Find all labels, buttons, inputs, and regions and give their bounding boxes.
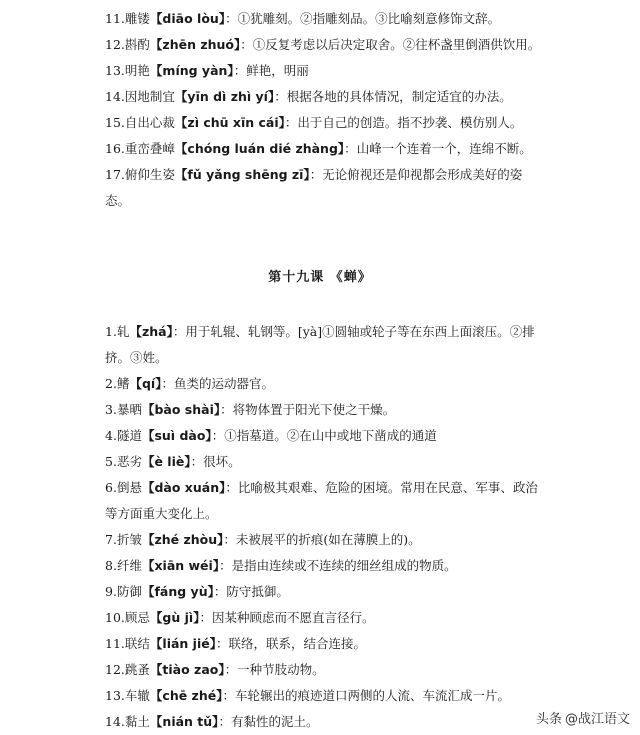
vocab-entry (105, 657, 545, 683)
left-bracket: 【 (141, 532, 155, 547)
entry-pinyin: gù jì (162, 610, 194, 625)
right-bracket: 】 (166, 324, 173, 339)
entry-colon: ： (219, 558, 232, 573)
left-bracket: 【 (174, 115, 188, 130)
right-bracket: 】 (267, 89, 275, 104)
entry-number: 11. (105, 636, 125, 651)
right-bracket: 】 (213, 402, 221, 417)
entry-definition: 因某种顾虑而不愿直言径行。 (211, 610, 375, 625)
entry-colon: ： (240, 37, 253, 52)
entry-pinyin: suì dào (154, 428, 206, 443)
entry-definition: 车轮辗出的痕迹道口两侧的人流、车流汇成一片。 (235, 688, 511, 703)
right-bracket: 】 (278, 115, 285, 130)
vocab-entry (105, 423, 545, 449)
entry-colon: ： (211, 428, 225, 443)
right-bracket: 】 (155, 376, 162, 391)
entry-word: 联结 (124, 636, 150, 651)
right-bracket: 】 (209, 636, 216, 651)
entry-word: 明艳 (124, 63, 150, 78)
entry-pinyin: tiào zao (162, 662, 219, 677)
vocab-entry (105, 449, 545, 475)
entry-number: 5. (105, 454, 117, 469)
entry-colon: ： (220, 402, 233, 417)
entry-word: 纤维 (116, 558, 142, 573)
entry-pinyin: chóng luán dié zhàng (187, 141, 338, 156)
entry-number: 1. (105, 324, 117, 339)
entry-word: 车辙 (124, 688, 150, 703)
vocab-entry (105, 527, 545, 553)
entry-pinyin: xiān wéi (154, 558, 213, 573)
entry-colon: ： (309, 167, 323, 182)
vocab-entry (105, 32, 545, 58)
vocab-entry (105, 631, 545, 657)
entry-number: 6. (105, 480, 117, 495)
entry-pinyin: yīn dì zhì yí (187, 89, 268, 104)
entry-definition: 未被展平的折痕(如在薄膜上的)。 (235, 532, 421, 547)
right-bracket: 】 (234, 37, 241, 52)
left-bracket: 【 (149, 610, 163, 625)
vocab-entry (105, 683, 545, 709)
left-bracket: 【 (174, 141, 188, 156)
entry-word: 倒悬 (116, 480, 142, 495)
entry-colon: ： (199, 610, 212, 625)
left-bracket: 【 (141, 584, 155, 599)
watermark (536, 708, 630, 727)
vocab-entry (105, 397, 545, 423)
entry-word: 鳍 (116, 376, 130, 391)
entry-word: 重峦叠嶂 (124, 141, 175, 156)
entry-number: 11. (105, 11, 125, 26)
entry-pinyin: diāo lòu (162, 11, 219, 26)
right-bracket: 】 (227, 63, 234, 78)
entry-word: 隧道 (116, 428, 142, 443)
entry-colon: ： (190, 454, 204, 469)
entry-colon: ： (172, 324, 186, 339)
entry-definition: 鲜艳，明丽 (246, 63, 309, 78)
watermark-source: 头条 (535, 712, 562, 727)
left-bracket: 【 (149, 714, 163, 729)
entry-word: 暴晒 (116, 402, 142, 417)
vocab-entry (105, 579, 545, 605)
entry-number: 17. (105, 167, 125, 182)
entry-word: 轧 (116, 324, 130, 339)
left-bracket: 【 (141, 558, 155, 573)
entry-number: 3. (105, 402, 117, 417)
vocab-entry (105, 162, 545, 214)
entry-definition: 出于自己的创造。指不抄袭、模仿别人。 (297, 115, 523, 130)
entry-colon: ： (213, 584, 227, 599)
entry-number: 4. (105, 428, 117, 443)
entry-definition: ①犹雕刻。②指雕刻品。③比喻刻意修饰文辞。 (237, 11, 501, 26)
entry-colon: ： (225, 11, 238, 26)
left-bracket: 【 (149, 11, 163, 26)
entry-pinyin: qí (141, 376, 156, 391)
entry-number: 12. (105, 662, 125, 677)
right-bracket: 】 (303, 167, 310, 182)
entry-colon: ： (223, 532, 236, 547)
left-bracket: 【 (141, 454, 155, 469)
entry-pinyin: zhēn zhuó (162, 37, 234, 52)
entry-pinyin: zì chū xīn cái (187, 115, 279, 130)
entry-pinyin: è liè (154, 454, 185, 469)
left-bracket: 【 (141, 402, 155, 417)
entry-definition: 山峰一个连着一个，连绵不断。 (356, 141, 532, 156)
entry-colon: ： (344, 141, 357, 156)
vocab-list-section-two (105, 319, 545, 735)
right-bracket: 】 (217, 532, 224, 547)
entry-definition: 将物体置于阳光下使之干燥。 (232, 402, 396, 417)
entry-colon: ： (218, 714, 231, 729)
vocab-entry (105, 58, 545, 84)
entry-number: 12. (105, 37, 125, 52)
vocab-entry (105, 371, 545, 397)
entry-pinyin: zhá (141, 324, 167, 339)
vocab-entry (105, 110, 545, 136)
entry-colon: ： (274, 89, 287, 104)
entry-number: 7. (105, 532, 117, 547)
entry-definition: ①反复考虑以后决定取舍。②往杯盏里倒酒供饮用。 (252, 37, 541, 52)
entry-number: 2. (105, 376, 117, 391)
entry-pinyin: fǔ yǎng shēng zī (187, 167, 304, 182)
entry-pinyin: lián jié (162, 636, 210, 651)
entry-pinyin: chē zhé (162, 688, 217, 703)
entry-pinyin: nián tǔ (162, 714, 213, 729)
vocab-list-section-one (105, 6, 545, 214)
entry-pinyin: bào shài (154, 402, 214, 417)
vocab-entry (105, 709, 545, 735)
entry-word: 防御 (116, 584, 142, 599)
right-bracket: 】 (184, 454, 191, 469)
vocab-entry (105, 553, 545, 579)
entry-word: 恶劣 (116, 454, 142, 469)
entry-number: 14. (105, 89, 125, 104)
vocab-entry (105, 475, 545, 527)
entry-number: 13. (105, 688, 125, 703)
left-bracket: 【 (149, 63, 163, 78)
entry-number: 10. (105, 610, 125, 625)
entry-colon: ： (161, 376, 174, 391)
left-bracket: 【 (174, 89, 188, 104)
right-bracket: 】 (207, 584, 214, 599)
vocab-entry (105, 136, 545, 162)
entry-definition: 联络，联系，结合连接。 (228, 636, 367, 651)
entry-colon: ： (224, 662, 238, 677)
entry-word: 自出心裁 (124, 115, 175, 130)
left-bracket: 【 (141, 480, 155, 495)
left-bracket: 【 (149, 662, 163, 677)
entry-colon: ： (216, 636, 229, 651)
left-bracket: 【 (149, 37, 163, 52)
vocab-entry (105, 319, 545, 371)
entry-word: 斟酌 (124, 37, 150, 52)
entry-definition: 无论俯视还是仰视都会形成美好的姿态。 (105, 167, 523, 208)
entry-definition: 一种节肢动物。 (237, 662, 325, 677)
watermark-account: @战江语文 (564, 712, 630, 727)
entry-colon: ： (222, 688, 235, 703)
right-bracket: 】 (193, 610, 200, 625)
right-bracket: 】 (205, 428, 212, 443)
entry-word: 黏土 (124, 714, 150, 729)
entry-definition: 很坏。 (203, 454, 241, 469)
right-bracket: 】 (212, 558, 220, 573)
entry-pinyin: dào xuán (154, 480, 220, 495)
entry-definition: 根据各地的具体情况，制定适宜的办法。 (286, 89, 512, 104)
left-bracket: 【 (129, 324, 142, 339)
entry-word: 顾忌 (124, 610, 150, 625)
left-bracket: 【 (141, 428, 155, 443)
right-bracket: 】 (337, 141, 345, 156)
entry-word: 俯仰生姿 (124, 167, 175, 182)
left-bracket: 【 (129, 376, 142, 391)
left-bracket: 【 (149, 636, 163, 651)
entry-definition: 有黏性的泥土。 (230, 714, 319, 729)
entry-definition: ①指墓道。②在山中或地下凿成的通道 (224, 428, 437, 443)
right-bracket: 】 (218, 11, 226, 26)
entry-number: 8. (105, 558, 117, 573)
entry-definition: 是指由连续或不连续的细丝组成的物质。 (231, 558, 457, 573)
entry-number: 15. (105, 115, 125, 130)
vocab-entry (105, 605, 545, 631)
lesson-title: 第十九课 《蝉》 (268, 270, 372, 285)
entry-pinyin: fáng yù (154, 584, 208, 599)
right-bracket: 】 (216, 688, 223, 703)
entry-number: 13. (105, 63, 125, 78)
right-bracket: 】 (219, 480, 226, 495)
entry-word: 跳蚤 (124, 662, 150, 677)
entry-colon: ： (233, 63, 247, 78)
entry-definition: 用于轧辊、轧钢等。[yà]①圆轴或轮子等在东西上面滚压。②排挤。③姓。 (105, 324, 535, 365)
entry-number: 9. (105, 584, 117, 599)
entry-definition: 防守抵御。 (226, 584, 289, 599)
entry-colon: ： (284, 115, 298, 130)
entry-colon: ： (225, 480, 238, 495)
entry-number: 16. (105, 141, 125, 156)
entry-number: 14. (105, 714, 125, 729)
entry-word: 雕镂 (124, 11, 150, 26)
right-bracket: 】 (212, 714, 219, 729)
entry-word: 因地制宜 (124, 89, 175, 104)
entry-pinyin: zhé zhòu (154, 532, 218, 547)
vocab-entry (105, 6, 545, 32)
entry-pinyin: míng yàn (162, 63, 228, 78)
left-bracket: 【 (174, 167, 188, 182)
left-bracket: 【 (149, 688, 163, 703)
vocab-entry (105, 84, 545, 110)
entry-definition: 比喻极其艰难、危险的困境。常用在民意、军事、政治等方面重大变化上。 (105, 480, 538, 521)
entry-word: 折皱 (116, 532, 142, 547)
right-bracket: 】 (218, 662, 225, 677)
entry-definition: 鱼类的运动器官。 (173, 376, 274, 391)
